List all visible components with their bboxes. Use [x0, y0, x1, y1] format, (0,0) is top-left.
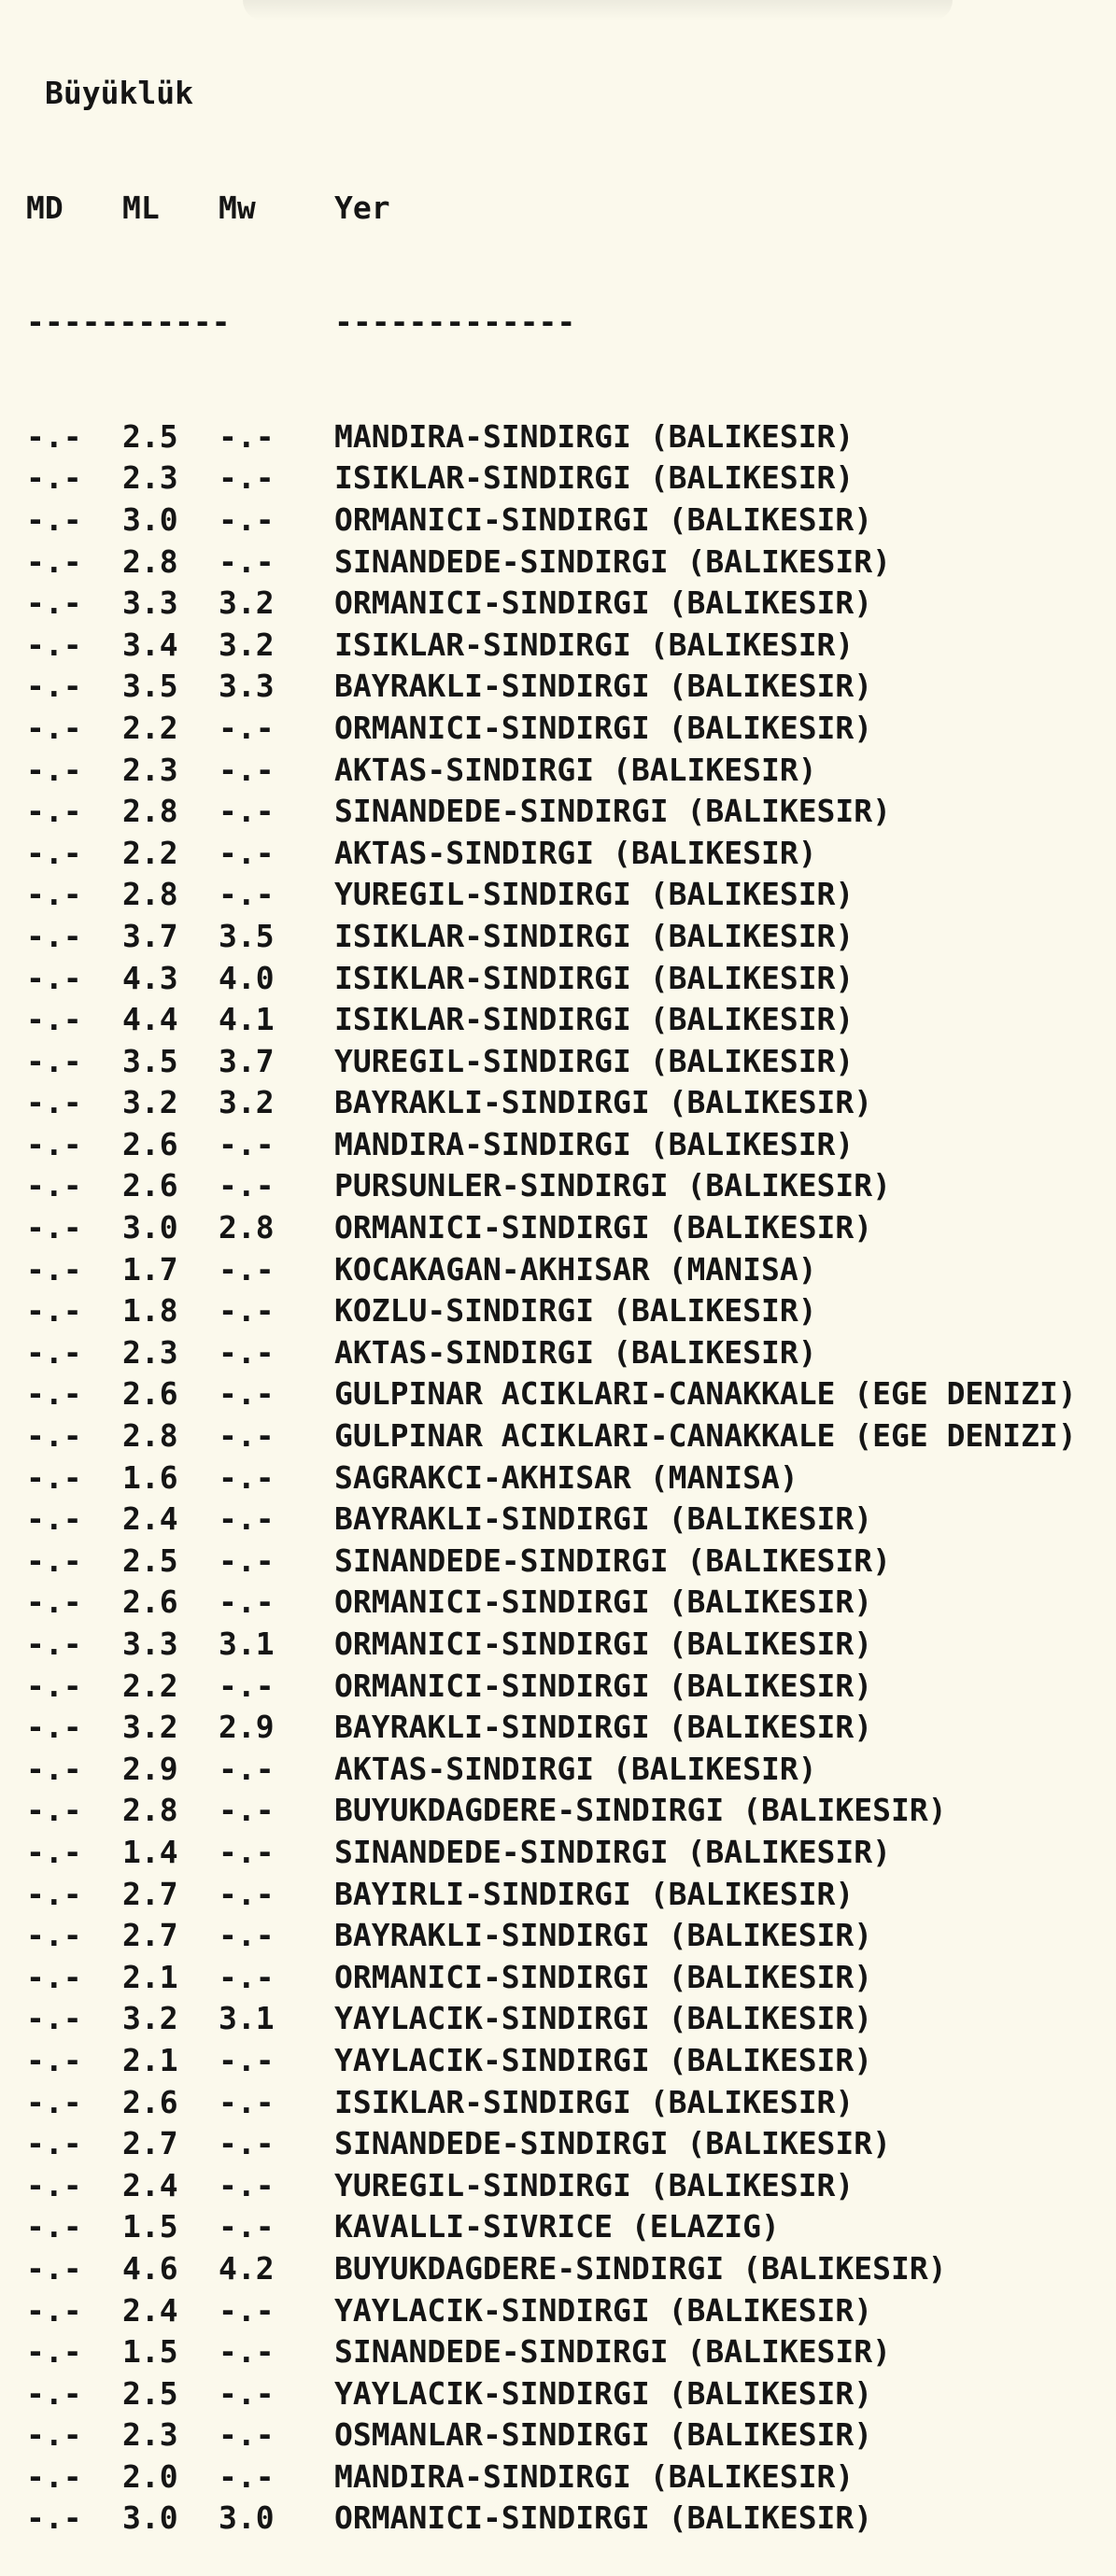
mw-value: -.- — [219, 459, 275, 497]
ml-value: 3.5 — [122, 668, 178, 705]
ml-value: 3.3 — [122, 1626, 178, 1662]
ml-value: 3.0 — [122, 1209, 178, 1246]
ml-value: 2.6 — [122, 2083, 178, 2120]
mw-value: 3.5 — [219, 917, 275, 954]
ml-value: 2.6 — [122, 1167, 178, 1204]
quake-row — [26, 1373, 1077, 1415]
md-value: -.- — [26, 1209, 82, 1246]
md-value: -.- — [26, 1292, 82, 1330]
location-value: MANDIRA-SINDIRGI (BALIKESIR) — [334, 417, 855, 455]
location-value: GULPINAR ACIKLARI-CANAKKALE (EGE DENIZI) — [334, 1375, 1077, 1413]
ml-value: 2.3 — [122, 2416, 178, 2454]
mw-value: -.- — [219, 709, 275, 746]
quake-row — [26, 1124, 1077, 1166]
mw-value: 4.0 — [219, 959, 275, 996]
column-header-row — [26, 188, 1077, 230]
ml-value: 3.2 — [122, 2000, 178, 2037]
location-value: BUYUKDAGDERE-SINDIRGI (BALIKESIR) — [334, 2249, 947, 2287]
location-value: BAYRAKLI-SINDIRGI (BALIKESIR) — [334, 668, 873, 705]
quake-row — [26, 542, 1077, 584]
location-value: BAYRAKLI-SINDIRGI (BALIKESIR) — [334, 1500, 873, 1538]
mw-value: 2.8 — [219, 1209, 275, 1246]
ml-value: 2.2 — [122, 1667, 178, 1704]
quake-row — [26, 1082, 1077, 1124]
md-value: -.- — [26, 500, 82, 538]
md-value: -.- — [26, 1626, 82, 1662]
md-value: -.- — [26, 959, 82, 996]
quake-row — [26, 1457, 1077, 1499]
ml-value: 3.0 — [122, 500, 178, 538]
quake-row — [26, 708, 1077, 750]
header-rule-row — [26, 302, 1077, 344]
md-value: -.- — [26, 2499, 82, 2537]
quake-row — [26, 1041, 1077, 1083]
mw-value: -.- — [219, 1875, 275, 1912]
ml-value: 1.5 — [122, 2208, 178, 2245]
mw-value: -.- — [219, 834, 275, 871]
quake-row — [26, 1332, 1077, 1374]
quake-row — [26, 583, 1077, 625]
md-value: -.- — [26, 876, 82, 913]
mw-value: -.- — [219, 793, 275, 830]
md-value: -.- — [26, 1709, 82, 1746]
location-value: OSMANLAR-SINDIRGI (BALIKESIR) — [334, 2416, 873, 2454]
quake-row — [26, 2456, 1077, 2499]
mw-value: 3.1 — [219, 1626, 275, 1662]
md-value: -.- — [26, 1667, 82, 1704]
ml-value: 2.6 — [122, 1125, 178, 1162]
ml-value: 1.5 — [122, 2333, 178, 2371]
quake-row — [26, 2290, 1077, 2332]
quake-row — [26, 416, 1077, 458]
quake-row — [26, 1790, 1077, 1832]
quake-row — [26, 2248, 1077, 2290]
md-value: -.- — [26, 1958, 82, 1995]
quake-row — [26, 1541, 1077, 1583]
quake-row — [26, 1290, 1077, 1332]
md-value: -.- — [26, 2333, 82, 2371]
md-value: -.- — [26, 1750, 82, 1787]
location-value: ISIKLAR-SINDIRGI (BALIKESIR) — [334, 2083, 855, 2120]
md-value: -.- — [26, 1500, 82, 1538]
quake-row — [26, 958, 1077, 1000]
column-header-yer: Yer — [334, 189, 390, 226]
ml-value: 2.4 — [122, 2166, 178, 2203]
quake-row — [26, 1249, 1077, 1291]
ml-value: 3.7 — [122, 917, 178, 954]
md-value: -.- — [26, 2166, 82, 2203]
md-value: -.- — [26, 1042, 82, 1079]
ml-value: 2.8 — [122, 1417, 178, 1455]
quake-row — [26, 1874, 1077, 1916]
location-value: YUREGIL-SINDIRGI (BALIKESIR) — [334, 1042, 855, 1079]
quake-row — [26, 874, 1077, 916]
md-value: -.- — [26, 751, 82, 788]
md-value: -.- — [26, 417, 82, 455]
md-value: -.- — [26, 668, 82, 705]
md-value: -.- — [26, 2374, 82, 2412]
location-value: AKTAS-SINDIRGI (BALIKESIR) — [334, 751, 817, 788]
quake-row — [26, 750, 1077, 792]
md-value: -.- — [26, 1125, 82, 1162]
mw-value: 2.9 — [219, 1709, 275, 1746]
ml-value: 4.4 — [122, 1001, 178, 1038]
location-value: SINANDEDE-SINDIRGI (BALIKESIR) — [334, 793, 892, 830]
md-value: -.- — [26, 1541, 82, 1579]
mw-value: -.- — [219, 2125, 275, 2162]
mw-value: 4.1 — [219, 1001, 275, 1038]
quake-row — [26, 1707, 1077, 1749]
md-value: -.- — [26, 1417, 82, 1455]
ml-value: 2.7 — [122, 1875, 178, 1912]
mw-value: -.- — [219, 2208, 275, 2245]
md-value: -.- — [26, 1167, 82, 1204]
location-value: ISIKLAR-SINDIRGI (BALIKESIR) — [334, 959, 855, 996]
quake-row — [26, 1582, 1077, 1624]
location-value: YAYLACIK-SINDIRGI (BALIKESIR) — [334, 2000, 873, 2037]
ml-value: 4.6 — [122, 2249, 178, 2287]
ml-value: 2.8 — [122, 1792, 178, 1829]
mw-value: -.- — [219, 2166, 275, 2203]
md-value: -.- — [26, 1584, 82, 1621]
ml-value: 2.1 — [122, 1958, 178, 1995]
quake-row — [26, 2123, 1077, 2165]
quake-row — [26, 833, 1077, 875]
location-value: KOCAKAGAN-AKHISAR (MANISA) — [334, 1250, 817, 1288]
quake-row — [26, 1666, 1077, 1708]
ml-value: 2.5 — [122, 417, 178, 455]
quake-row — [26, 1749, 1077, 1791]
ml-value: 2.7 — [122, 2125, 178, 2162]
mw-value: -.- — [219, 1167, 275, 1204]
column-header-ml: ML — [122, 189, 160, 226]
mw-value: -.- — [219, 1667, 275, 1704]
mw-value: -.- — [219, 2416, 275, 2454]
location-value: AKTAS-SINDIRGI (BALIKESIR) — [334, 1333, 817, 1371]
ml-value: 2.1 — [122, 2041, 178, 2078]
location-value: SINANDEDE-SINDIRGI (BALIKESIR) — [334, 1833, 892, 1870]
mw-value: -.- — [219, 1541, 275, 1579]
quake-row — [26, 1415, 1077, 1457]
md-value: -.- — [26, 1917, 82, 1954]
md-value: -.- — [26, 2083, 82, 2120]
magnitude-rule: ----------- — [26, 303, 231, 341]
ml-value: 3.4 — [122, 626, 178, 663]
ml-value: 3.5 — [122, 1042, 178, 1079]
mw-value: -.- — [219, 1417, 275, 1455]
quake-row — [26, 2040, 1077, 2082]
location-value: YAYLACIK-SINDIRGI (BALIKESIR) — [334, 2374, 873, 2412]
ml-value: 2.2 — [122, 834, 178, 871]
mw-value: -.- — [219, 1333, 275, 1371]
mw-value: 4.2 — [219, 2249, 275, 2287]
md-value: -.- — [26, 2416, 82, 2454]
ml-value: 2.3 — [122, 459, 178, 497]
location-value: ISIKLAR-SINDIRGI (BALIKESIR) — [334, 1001, 855, 1038]
md-value: -.- — [26, 834, 82, 871]
mw-value: -.- — [219, 1584, 275, 1621]
ml-value: 1.8 — [122, 1292, 178, 1330]
ml-value: 3.2 — [122, 1084, 178, 1121]
quake-row — [26, 1957, 1077, 1999]
quake-row — [26, 791, 1077, 833]
mw-value: 3.2 — [219, 1084, 275, 1121]
ml-value: 1.7 — [122, 1250, 178, 1288]
ml-value: 2.4 — [122, 2291, 178, 2329]
md-value: -.- — [26, 2249, 82, 2287]
location-value: SINANDEDE-SINDIRGI (BALIKESIR) — [334, 542, 892, 580]
ml-value: 2.6 — [122, 1584, 178, 1621]
ml-value: 3.2 — [122, 1709, 178, 1746]
ml-value: 2.9 — [122, 1750, 178, 1787]
ml-value: 2.8 — [122, 542, 178, 580]
quake-row — [26, 1165, 1077, 1207]
mw-value: -.- — [219, 2333, 275, 2371]
mw-value: -.- — [219, 1500, 275, 1538]
quake-row — [26, 666, 1077, 708]
mw-value: 3.2 — [219, 626, 275, 663]
quake-rows — [26, 416, 1077, 2540]
location-value: YAYLACIK-SINDIRGI (BALIKESIR) — [334, 2041, 873, 2078]
mw-value: -.- — [219, 876, 275, 913]
location-value: ISIKLAR-SINDIRGI (BALIKESIR) — [334, 459, 855, 497]
mw-value: -.- — [219, 500, 275, 538]
location-value: BUYUKDAGDERE-SINDIRGI (BALIKESIR) — [334, 1792, 947, 1829]
md-value: -.- — [26, 459, 82, 497]
location-value: SINANDEDE-SINDIRGI (BALIKESIR) — [334, 2125, 892, 2162]
magnitude-title: Büyüklük — [45, 75, 193, 111]
quake-row — [26, 1207, 1077, 1249]
md-value: -.- — [26, 2125, 82, 2162]
md-value: -.- — [26, 1001, 82, 1038]
ml-value: 1.4 — [122, 1833, 178, 1870]
quake-row — [26, 500, 1077, 542]
location-value: KOZLU-SINDIRGI (BALIKESIR) — [334, 1292, 817, 1330]
quake-row — [26, 457, 1077, 500]
mw-value: -.- — [219, 1750, 275, 1787]
quake-row — [26, 2373, 1077, 2415]
mw-value: -.- — [219, 2083, 275, 2120]
location-value: ISIKLAR-SINDIRGI (BALIKESIR) — [334, 626, 855, 663]
mw-value: -.- — [219, 542, 275, 580]
quake-row — [26, 1499, 1077, 1541]
column-header-mw: Mw — [219, 189, 256, 226]
location-value: PURSUNLER-SINDIRGI (BALIKESIR) — [334, 1167, 892, 1204]
location-value: ORMANICI-SINDIRGI (BALIKESIR) — [334, 1584, 873, 1621]
mw-value: 3.7 — [219, 1042, 275, 1079]
location-value: GULPINAR ACIKLARI-CANAKKALE (EGE DENIZI) — [334, 1417, 1077, 1455]
ml-value: 2.4 — [122, 1500, 178, 1538]
location-value: AKTAS-SINDIRGI (BALIKESIR) — [334, 1750, 817, 1787]
ml-value: 2.6 — [122, 1375, 178, 1413]
quake-row — [26, 2331, 1077, 2373]
ml-value: 2.5 — [122, 1541, 178, 1579]
location-value: BAYRAKLI-SINDIRGI (BALIKESIR) — [334, 1084, 873, 1121]
location-value: AKTAS-SINDIRGI (BALIKESIR) — [334, 834, 817, 871]
ml-value: 2.2 — [122, 709, 178, 746]
mw-value: 3.3 — [219, 668, 275, 705]
location-value: BAYIRLI-SINDIRGI (BALIKESIR) — [334, 1875, 855, 1912]
mw-value: -.- — [219, 1458, 275, 1496]
md-value: -.- — [26, 584, 82, 622]
quake-row — [26, 2414, 1077, 2456]
ml-value: 3.3 — [122, 584, 178, 622]
location-value: ORMANICI-SINDIRGI (BALIKESIR) — [334, 1209, 873, 1246]
location-value: ISIKLAR-SINDIRGI (BALIKESIR) — [334, 917, 855, 954]
mw-value: -.- — [219, 1917, 275, 1954]
ml-value: 2.8 — [122, 793, 178, 830]
quake-row — [26, 2498, 1077, 2540]
mw-value: -.- — [219, 1292, 275, 1330]
mw-value: -.- — [219, 1792, 275, 1829]
mw-value: -.- — [219, 2457, 275, 2495]
mw-value: 3.2 — [219, 584, 275, 622]
md-value: -.- — [26, 793, 82, 830]
location-value: ORMANICI-SINDIRGI (BALIKESIR) — [334, 709, 873, 746]
location-value: ORMANICI-SINDIRGI (BALIKESIR) — [334, 2499, 873, 2537]
location-value: YAYLACIK-SINDIRGI (BALIKESIR) — [334, 2291, 873, 2329]
ml-value: 1.6 — [122, 1458, 178, 1496]
mw-value: -.- — [219, 2374, 275, 2412]
quake-row — [26, 1624, 1077, 1666]
md-value: -.- — [26, 1792, 82, 1829]
location-value: ORMANICI-SINDIRGI (BALIKESIR) — [334, 500, 873, 538]
location-value: SINANDEDE-SINDIRGI (BALIKESIR) — [334, 2333, 892, 2371]
location-value: SINANDEDE-SINDIRGI (BALIKESIR) — [334, 1541, 892, 1579]
mw-value: -.- — [219, 2291, 275, 2329]
earthquake-listing — [26, 0, 1077, 2576]
location-value: YUREGIL-SINDIRGI (BALIKESIR) — [334, 876, 855, 913]
mw-value: -.- — [219, 751, 275, 788]
mw-value: -.- — [219, 1250, 275, 1288]
ml-value: 2.7 — [122, 1917, 178, 1954]
mw-value: -.- — [219, 1125, 275, 1162]
location-value: BAYRAKLI-SINDIRGI (BALIKESIR) — [334, 1917, 873, 1954]
md-value: -.- — [26, 2041, 82, 2078]
quake-row — [26, 625, 1077, 667]
ml-value: 2.8 — [122, 876, 178, 913]
md-value: -.- — [26, 542, 82, 580]
md-value: -.- — [26, 1375, 82, 1413]
location-value: KAVALLI-SIVRICE (ELAZIG) — [334, 2208, 780, 2245]
location-value: MANDIRA-SINDIRGI (BALIKESIR) — [334, 2457, 855, 2495]
quake-row — [26, 2165, 1077, 2207]
location-value: BAYRAKLI-SINDIRGI (BALIKESIR) — [334, 1709, 873, 1746]
ml-value: 2.3 — [122, 751, 178, 788]
quake-row — [26, 2082, 1077, 2124]
mw-value: -.- — [219, 1833, 275, 1870]
location-value: SAGRAKCI-AKHISAR (MANISA) — [334, 1458, 798, 1496]
location-value: ORMANICI-SINDIRGI (BALIKESIR) — [334, 584, 873, 622]
quake-row — [26, 2206, 1077, 2248]
md-value: -.- — [26, 1250, 82, 1288]
location-value: YUREGIL-SINDIRGI (BALIKESIR) — [334, 2166, 855, 2203]
quake-row — [26, 1832, 1077, 1874]
location-value: ORMANICI-SINDIRGI (BALIKESIR) — [334, 1667, 873, 1704]
quake-row — [26, 999, 1077, 1041]
location-value: ORMANICI-SINDIRGI (BALIKESIR) — [334, 1958, 873, 1995]
quake-row — [26, 1998, 1077, 2040]
quake-row — [26, 1915, 1077, 1957]
md-value: -.- — [26, 709, 82, 746]
quake-row — [26, 916, 1077, 958]
md-value: -.- — [26, 2208, 82, 2245]
md-value: -.- — [26, 2000, 82, 2037]
ml-value: 2.3 — [122, 1333, 178, 1371]
column-header-md: MD — [26, 189, 64, 226]
location-value: MANDIRA-SINDIRGI (BALIKESIR) — [334, 1125, 855, 1162]
md-value: -.- — [26, 1458, 82, 1496]
md-value: -.- — [26, 917, 82, 954]
ml-value: 2.0 — [122, 2457, 178, 2495]
location-value: ORMANICI-SINDIRGI (BALIKESIR) — [334, 1626, 873, 1662]
md-value: -.- — [26, 1333, 82, 1371]
ml-value: 4.3 — [122, 959, 178, 996]
md-value: -.- — [26, 2457, 82, 2495]
md-value: -.- — [26, 626, 82, 663]
location-rule: ------------- — [334, 303, 576, 341]
mw-value: -.- — [219, 417, 275, 455]
md-value: -.- — [26, 2291, 82, 2329]
md-value: -.- — [26, 1875, 82, 1912]
md-value: -.- — [26, 1833, 82, 1870]
mw-value: -.- — [219, 1375, 275, 1413]
mw-value: -.- — [219, 1958, 275, 1995]
ml-value: 2.5 — [122, 2374, 178, 2412]
mw-value: 3.0 — [219, 2499, 275, 2537]
mw-value: -.- — [219, 2041, 275, 2078]
md-value: -.- — [26, 1084, 82, 1121]
mw-value: 3.1 — [219, 2000, 275, 2037]
ml-value: 3.0 — [122, 2499, 178, 2537]
